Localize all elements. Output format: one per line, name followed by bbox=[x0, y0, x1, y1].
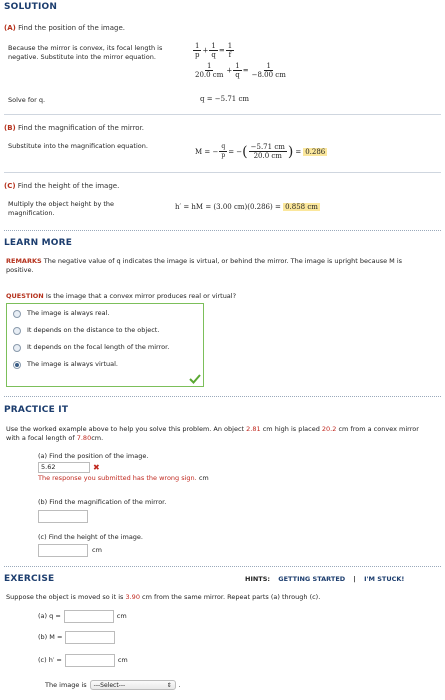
exercise-a-row: (a) q = cm bbox=[38, 610, 127, 623]
section-divider bbox=[4, 230, 441, 231]
step-c-explain: Multiply the object height by the magnification. bbox=[8, 200, 115, 217]
practice-a-feedback-row: The response you submitted has the wrong sign. cm bbox=[38, 474, 209, 482]
mirror-equation-substituted: $\frac{1}{20.0 cm}$ + $\frac{1}{q}$ = $\frac{1}{-8.00 cm}$ bbox=[195, 62, 286, 79]
hint-getting-started[interactable]: GETTING STARTED bbox=[278, 575, 346, 583]
practice-b-label: (b) Find the magnification of the mirror. bbox=[38, 498, 167, 506]
step-a-title bbox=[4, 24, 125, 32]
image-type-row: The image is ---Select--- ⇕ . bbox=[45, 680, 181, 689]
question bbox=[6, 292, 236, 301]
radio-button[interactable] bbox=[13, 327, 21, 335]
option-row-selected[interactable]: The image is always virtual. bbox=[13, 360, 118, 369]
q-result: q = −5.71 cm bbox=[200, 95, 250, 103]
radio-button[interactable] bbox=[13, 310, 21, 318]
practice-heading: PRACTICE IT bbox=[4, 405, 69, 415]
hint-im-stuck[interactable]: I'M STUCK! bbox=[364, 575, 405, 583]
solve-for-q: Solve for q. bbox=[8, 96, 46, 104]
answer-options-panel bbox=[6, 303, 204, 387]
question-text: Is the image that a convex mirror produces real or virtual? bbox=[45, 292, 237, 300]
image-is-label: The image is bbox=[45, 680, 87, 689]
step-b-letter: (B) bbox=[4, 124, 16, 132]
radio-button-selected[interactable] bbox=[13, 361, 21, 369]
exercise-c-input[interactable] bbox=[65, 654, 115, 667]
object-distance-value: 20.2 bbox=[321, 425, 337, 433]
exercise-heading: EXERCISE bbox=[4, 574, 55, 584]
step-b-title-text: Find the magnification of the mirror. bbox=[17, 124, 145, 132]
hints-label: HINTS: bbox=[245, 575, 271, 583]
image-type-select[interactable]: ---Select--- ⇕ bbox=[90, 680, 176, 690]
practice-intro: Use the worked example above to help you solve this problem. An object 2.81 cm high is placed 20.2 cm from a convex mirror with a focal length of 7.80cm. bbox=[6, 425, 419, 442]
exercise-b-input[interactable] bbox=[65, 631, 115, 644]
exercise-a-label: (a) q = bbox=[38, 612, 61, 620]
practice-a-label: (a) Find the position of the image. bbox=[38, 452, 149, 460]
practice-b-input[interactable] bbox=[38, 510, 88, 523]
practice-a-answer bbox=[38, 462, 100, 473]
practice-c-input[interactable] bbox=[38, 544, 88, 557]
exercise-b-row bbox=[38, 631, 115, 644]
practice-c-answer: cm bbox=[38, 544, 102, 557]
magnification-equation: M = − $\frac{q}{p}$ = − ( $\frac{-5.71 cm}{20.0 cm}$ ) = 0.286 bbox=[195, 143, 326, 160]
step-a-title-text: Find the position of the image. bbox=[18, 24, 126, 32]
practice-a-input[interactable]: 5.62 bbox=[38, 462, 90, 473]
step-c-title-text: Find the height of the image. bbox=[17, 182, 120, 190]
solution-heading: SOLUTION bbox=[4, 2, 58, 12]
section-divider bbox=[4, 566, 441, 567]
select-arrows-icon: ⇕ bbox=[166, 681, 172, 689]
step-a-explain: Because the mirror is convex, its focal length is negative. Substitute into the mirror equation. bbox=[8, 44, 163, 61]
step-b-title bbox=[4, 124, 144, 132]
step-a-letter: (A) bbox=[4, 24, 16, 32]
question-label: QUESTION bbox=[6, 292, 44, 300]
magnification-answer: 0.286 bbox=[305, 147, 326, 156]
object-height-value: 2.81 bbox=[246, 425, 261, 433]
mirror-equation: $\frac{1}{p}$ + $\frac{1}{q}$ = $\frac{1}{f}$ bbox=[195, 42, 233, 59]
height-answer: 0.858 cm bbox=[285, 203, 318, 211]
error-icon: ✖ bbox=[93, 463, 100, 472]
step-c-title bbox=[4, 182, 119, 190]
step-c-letter: (C) bbox=[4, 182, 16, 190]
remarks-text: The negative value of q indicates the image is virtual, or behind the mirror. The image is upright because M is positive. bbox=[6, 257, 403, 274]
option-row[interactable]: It depends on the distance to the object. bbox=[13, 326, 159, 335]
check-icon bbox=[189, 374, 201, 384]
remarks-label: REMARKS bbox=[6, 257, 42, 265]
practice-a-feedback: The response you submitted has the wrong sign. bbox=[38, 474, 197, 482]
remarks bbox=[6, 257, 426, 275]
exercise-c-label: (c) h′ = bbox=[38, 656, 62, 664]
option-row[interactable]: The image is always real. bbox=[13, 309, 110, 318]
practice-c-label: (c) Find the height of the image. bbox=[38, 533, 143, 541]
divider bbox=[4, 114, 441, 115]
exercise-a-input[interactable] bbox=[64, 610, 114, 623]
radio-button[interactable] bbox=[13, 344, 21, 352]
option-row[interactable]: It depends on the focal length of the mirror. bbox=[13, 343, 169, 352]
height-equation: h′ = hM = (3.00 cm)(0.286) = 0.858 cm bbox=[175, 203, 318, 211]
exercise-b-label: (b) M = bbox=[38, 633, 63, 641]
exercise-c-row: (c) h′ = cm bbox=[38, 654, 128, 667]
moved-distance-value: 3.90 bbox=[125, 593, 140, 601]
section-divider bbox=[4, 396, 441, 397]
step-b-explain: Substitute into the magnification equation. bbox=[8, 142, 148, 150]
divider bbox=[4, 172, 441, 173]
focal-length-value: 7.80 bbox=[76, 434, 92, 442]
exercise-text: Suppose the object is moved so it is 3.90 cm from the same mirror. Repeat parts (a) through (c). bbox=[6, 593, 321, 601]
hints-bar: HINTS: GETTING STARTED | I'M STUCK! bbox=[245, 575, 405, 583]
learn-more-heading: LEARN MORE bbox=[4, 238, 73, 248]
